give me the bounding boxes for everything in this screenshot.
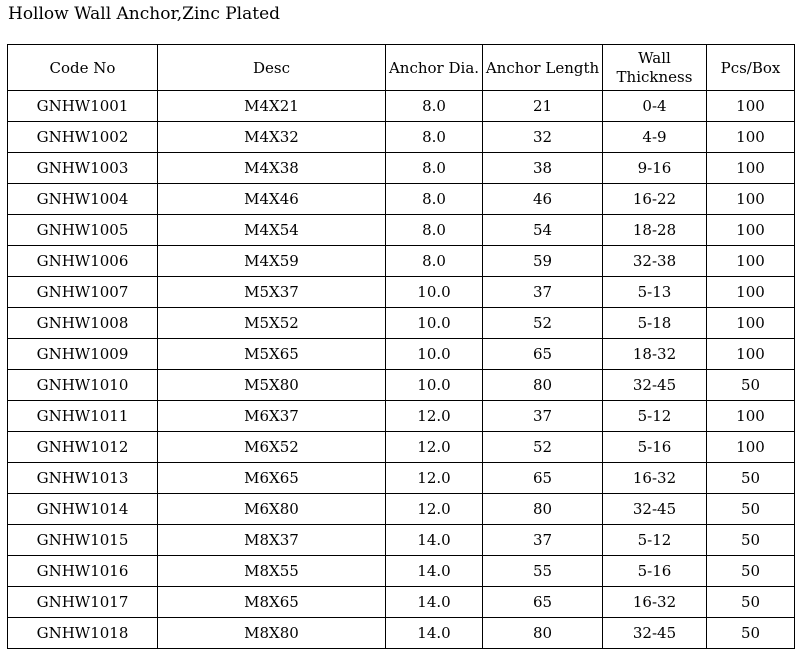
cell-anchor-length: 65: [483, 587, 603, 618]
cell-anchor-dia: 8.0: [386, 153, 483, 184]
cell-code-no: GNHW1015: [8, 525, 158, 556]
cell-pcs-box: 100: [707, 401, 795, 432]
cell-code-no: GNHW1002: [8, 122, 158, 153]
cell-anchor-length: 80: [483, 618, 603, 649]
cell-wall-thickness: 16-22: [603, 184, 707, 215]
cell-wall-thickness: 16-32: [603, 587, 707, 618]
cell-anchor-dia: 14.0: [386, 618, 483, 649]
cell-pcs-box: 50: [707, 556, 795, 587]
cell-anchor-length: 37: [483, 525, 603, 556]
table-row: [8, 494, 795, 525]
cell-desc: M6X80: [158, 494, 386, 525]
cell-anchor-dia: 14.0: [386, 525, 483, 556]
cell-code-no: GNHW1014: [8, 494, 158, 525]
cell-desc: M6X65: [158, 463, 386, 494]
cell-pcs-box: 100: [707, 122, 795, 153]
cell-pcs-box: 100: [707, 339, 795, 370]
table-row: [8, 463, 795, 494]
table-row: [8, 215, 795, 246]
cell-anchor-length: 65: [483, 463, 603, 494]
cell-anchor-length: 52: [483, 308, 603, 339]
cell-pcs-box: 100: [707, 215, 795, 246]
cell-anchor-length: 21: [483, 91, 603, 122]
cell-wall-thickness: 16-32: [603, 463, 707, 494]
cell-anchor-dia: 8.0: [386, 215, 483, 246]
cell-code-no: GNHW1013: [8, 463, 158, 494]
cell-wall-thickness: 9-16: [603, 153, 707, 184]
cell-anchor-dia: 12.0: [386, 494, 483, 525]
header-wall-thickness: Wall Thickness: [603, 45, 707, 91]
cell-wall-thickness: 18-32: [603, 339, 707, 370]
cell-anchor-dia: 8.0: [386, 184, 483, 215]
cell-pcs-box: 50: [707, 618, 795, 649]
table-row: [8, 618, 795, 649]
cell-desc: M4X32: [158, 122, 386, 153]
cell-pcs-box: 100: [707, 308, 795, 339]
header-code-no: Code No: [8, 45, 158, 91]
table-row: [8, 587, 795, 618]
cell-wall-thickness: 32-45: [603, 618, 707, 649]
cell-code-no: GNHW1010: [8, 370, 158, 401]
cell-anchor-dia: 10.0: [386, 339, 483, 370]
cell-code-no: GNHW1011: [8, 401, 158, 432]
cell-wall-thickness: 32-45: [603, 370, 707, 401]
cell-anchor-dia: 12.0: [386, 463, 483, 494]
table-row: [8, 401, 795, 432]
cell-anchor-length: 54: [483, 215, 603, 246]
cell-wall-thickness: 5-12: [603, 401, 707, 432]
cell-anchor-dia: 8.0: [386, 122, 483, 153]
header-pcs-box: Pcs/Box: [707, 45, 795, 91]
table-row: [8, 525, 795, 556]
cell-desc: M5X80: [158, 370, 386, 401]
cell-desc: M8X65: [158, 587, 386, 618]
cell-code-no: GNHW1018: [8, 618, 158, 649]
cell-anchor-dia: 8.0: [386, 246, 483, 277]
cell-anchor-length: 80: [483, 370, 603, 401]
table-row: [8, 153, 795, 184]
table-body: [8, 91, 795, 649]
cell-pcs-box: 50: [707, 463, 795, 494]
cell-pcs-box: 50: [707, 494, 795, 525]
cell-anchor-dia: 10.0: [386, 308, 483, 339]
cell-code-no: GNHW1012: [8, 432, 158, 463]
cell-desc: M4X46: [158, 184, 386, 215]
cell-wall-thickness: 0-4: [603, 91, 707, 122]
table-row: [8, 432, 795, 463]
cell-anchor-length: 37: [483, 277, 603, 308]
cell-desc: M5X65: [158, 339, 386, 370]
cell-anchor-dia: 12.0: [386, 432, 483, 463]
cell-pcs-box: 100: [707, 277, 795, 308]
cell-code-no: GNHW1003: [8, 153, 158, 184]
table-row: [8, 122, 795, 153]
table-row: [8, 339, 795, 370]
cell-anchor-dia: 14.0: [386, 587, 483, 618]
cell-pcs-box: 50: [707, 587, 795, 618]
table-row: [8, 556, 795, 587]
cell-code-no: GNHW1017: [8, 587, 158, 618]
cell-wall-thickness: 32-38: [603, 246, 707, 277]
product-spec-table: [7, 44, 795, 649]
cell-desc: M6X37: [158, 401, 386, 432]
table-row: [8, 246, 795, 277]
cell-wall-thickness: 5-13: [603, 277, 707, 308]
cell-code-no: GNHW1007: [8, 277, 158, 308]
cell-code-no: GNHW1004: [8, 184, 158, 215]
cell-code-no: GNHW1005: [8, 215, 158, 246]
cell-pcs-box: 50: [707, 370, 795, 401]
cell-code-no: GNHW1006: [8, 246, 158, 277]
cell-desc: M8X80: [158, 618, 386, 649]
cell-desc: M4X38: [158, 153, 386, 184]
cell-anchor-length: 52: [483, 432, 603, 463]
cell-anchor-length: 37: [483, 401, 603, 432]
cell-pcs-box: 100: [707, 91, 795, 122]
cell-pcs-box: 100: [707, 153, 795, 184]
cell-desc: M8X55: [158, 556, 386, 587]
cell-anchor-dia: 8.0: [386, 91, 483, 122]
cell-anchor-length: 38: [483, 153, 603, 184]
cell-anchor-length: 46: [483, 184, 603, 215]
table-header-row: [8, 45, 795, 91]
cell-anchor-length: 65: [483, 339, 603, 370]
cell-pcs-box: 50: [707, 525, 795, 556]
cell-desc: M5X37: [158, 277, 386, 308]
cell-desc: M4X21: [158, 91, 386, 122]
cell-code-no: GNHW1008: [8, 308, 158, 339]
cell-desc: M6X52: [158, 432, 386, 463]
cell-wall-thickness: 32-45: [603, 494, 707, 525]
cell-anchor-length: 80: [483, 494, 603, 525]
cell-wall-thickness: 5-16: [603, 556, 707, 587]
table-row: [8, 184, 795, 215]
cell-anchor-dia: 12.0: [386, 401, 483, 432]
cell-wall-thickness: 5-12: [603, 525, 707, 556]
cell-anchor-length: 59: [483, 246, 603, 277]
cell-wall-thickness: 5-18: [603, 308, 707, 339]
cell-anchor-dia: 14.0: [386, 556, 483, 587]
cell-pcs-box: 100: [707, 246, 795, 277]
cell-anchor-length: 32: [483, 122, 603, 153]
cell-wall-thickness: 4-9: [603, 122, 707, 153]
cell-wall-thickness: 18-28: [603, 215, 707, 246]
table-row: [8, 308, 795, 339]
page-title: Hollow Wall Anchor,Zinc Plated: [8, 4, 281, 24]
table-row: [8, 91, 795, 122]
cell-anchor-dia: 10.0: [386, 370, 483, 401]
cell-pcs-box: 100: [707, 432, 795, 463]
cell-desc: M4X59: [158, 246, 386, 277]
header-anchor-dia: Anchor Dia.: [386, 45, 483, 91]
cell-anchor-dia: 10.0: [386, 277, 483, 308]
cell-desc: M5X52: [158, 308, 386, 339]
cell-desc: M4X54: [158, 215, 386, 246]
cell-code-no: GNHW1009: [8, 339, 158, 370]
header-desc: Desc: [158, 45, 386, 91]
cell-code-no: GNHW1016: [8, 556, 158, 587]
table-row: [8, 370, 795, 401]
cell-desc: M8X37: [158, 525, 386, 556]
cell-anchor-length: 55: [483, 556, 603, 587]
header-anchor-length: Anchor Length: [483, 45, 603, 91]
cell-wall-thickness: 5-16: [603, 432, 707, 463]
table-row: [8, 277, 795, 308]
cell-code-no: GNHW1001: [8, 91, 158, 122]
cell-pcs-box: 100: [707, 184, 795, 215]
